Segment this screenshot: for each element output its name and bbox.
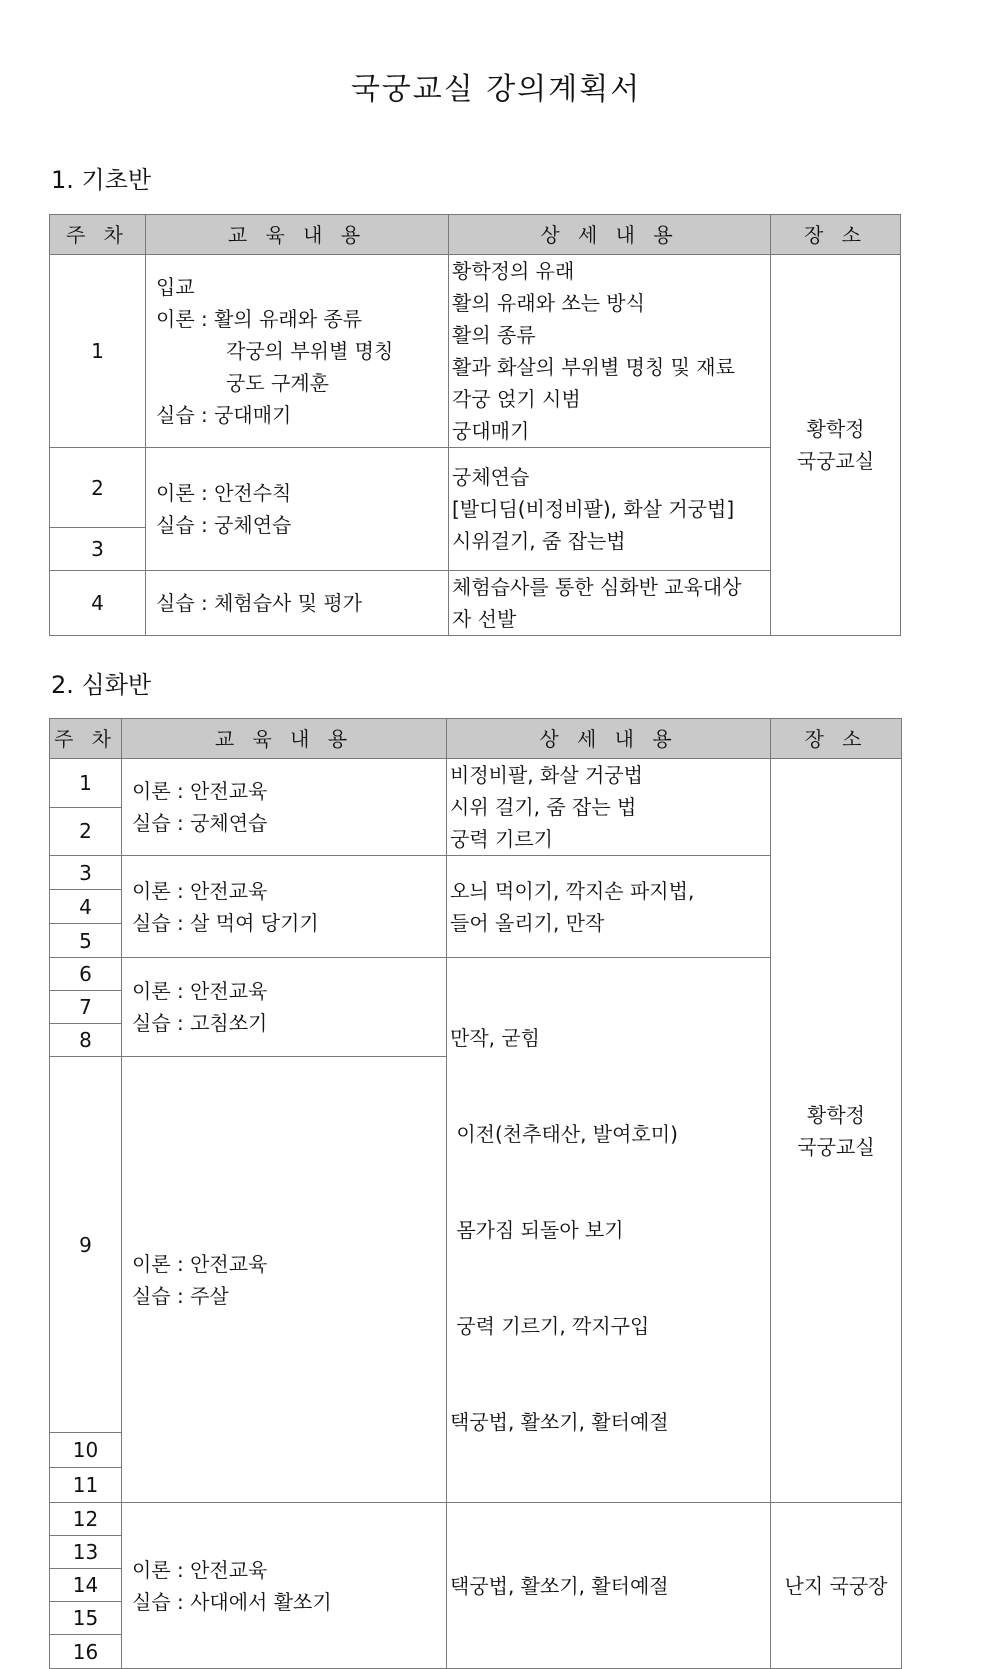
detail-line: 만작, 굳힘 [450,1026,540,1050]
table-row [50,1503,902,1536]
detail-line: [발디딤(비정비팔), 화살 거궁법] [452,497,735,521]
content-line: 이론 : 안전교육 [132,979,268,1003]
content-cell [122,1503,447,1669]
detail-line: 각궁 얹기 시범 [452,387,581,411]
detail-cell [447,856,771,958]
content-cell [122,1057,447,1503]
detail-line: 체험습사를 통한 심화반 교육대상 [452,575,742,599]
content-cell [146,448,449,571]
content-line: 실습 : 궁대매기 [156,403,292,427]
week-cell: 1 [50,255,146,448]
content-line: 궁도 구계훈 [226,371,329,395]
week-cell: 2 [50,448,146,528]
section-heading-advanced: 2. 심화반 [51,671,152,699]
content-cell: 실습 : 체험습사 및 평가 [146,571,449,636]
content-cell [122,958,447,1057]
detail-line: 비정비팔, 화살 거궁법 [450,763,643,787]
week-cell: 7 [50,991,122,1024]
detail-line: 활의 유래와 쏘는 방식 [452,291,645,315]
header-content: 교 육 내 용 [122,719,447,759]
header-week: 주 차 [50,215,146,255]
place-cell [771,255,901,636]
place-line: 국궁교실 [797,1134,875,1159]
week-cell: 8 [50,1024,122,1057]
week-cell: 6 [50,958,122,991]
header-content: 교 육 내 용 [146,215,449,255]
week-cell: 5 [50,924,122,958]
table-row [50,759,902,808]
week-cell: 3 [50,528,146,571]
table-row [50,255,901,448]
header-detail: 상 세 내 용 [447,719,771,759]
advanced-class-table [49,718,902,1669]
content-line: 이론 : 활의 유래와 종류 [156,307,363,331]
week-cell: 1 [50,759,122,808]
content-line: 이론 : 안전교육 [132,878,268,903]
detail-line: 오늬 먹이기, 깍지손 파지법, [450,878,695,903]
content-line: 실습 : 살 먹여 당기기 [132,910,319,935]
header-place: 장 소 [771,719,902,759]
content-cell [122,856,447,958]
detail-cell [449,255,771,448]
week-cell: 15 [50,1602,122,1635]
place-cell: 난지 국궁장 [771,1503,902,1669]
content-line: 실습 : 사대에서 활쏘기 [132,1589,332,1614]
detail-cell [449,571,771,636]
place-line: 국궁교실 [796,449,875,473]
place-cell [771,759,902,1503]
content-line: 실습 : 주살 [132,1283,229,1308]
detail-line: 몸가짐 되돌아 보기 [450,1218,624,1242]
content-line: 이론 : 안전교육 [132,1251,268,1276]
detail-line: 자 선발 [452,607,517,631]
week-cell: 4 [50,890,122,924]
detail-line: 활과 화살의 부위별 명칭 및 재료 [452,355,735,379]
detail-cell [447,759,771,856]
week-cell: 3 [50,856,122,890]
basic-class-table [49,214,901,636]
detail-cell [447,958,771,1503]
week-cell: 4 [50,571,146,636]
content-cell [146,255,449,448]
place-line: 황학정 [807,1102,865,1127]
week-cell: 12 [50,1503,122,1536]
content-line: 입교 [156,275,195,299]
detail-line: 시위 걸기, 줌 잡는 법 [450,795,637,819]
detail-line: 궁대매기 [452,419,530,443]
header-week: 주 차 [50,719,122,759]
detail-cell: 택궁법, 활쏘기, 활터예절 [447,1503,771,1669]
place-line: 황학정 [806,417,865,441]
page-title: 국궁교실 강의계획서 [350,72,642,107]
detail-line: 궁력 기르기 [450,827,553,851]
content-cell [122,759,447,856]
header-place: 장 소 [771,215,901,255]
detail-line: 이전(천추태산, 발여호미) [450,1122,678,1146]
week-cell: 2 [50,807,122,856]
detail-line: 황학정의 유래 [452,259,575,283]
content-line: 실습 : 궁체연습 [132,811,268,835]
content-line: 이론 : 안전교육 [132,1557,268,1582]
detail-line: 들어 올리기, 만작 [450,910,605,935]
week-cell: 16 [50,1635,122,1669]
content-line: 이론 : 안전교육 [132,779,268,803]
content-line: 각궁의 부위별 명칭 [226,339,394,363]
detail-cell [449,448,771,571]
header-detail: 상 세 내 용 [449,215,771,255]
content-line: 이론 : 안전수칙 [156,481,292,505]
section-heading-basic: 1. 기초반 [51,166,152,194]
week-cell: 13 [50,1536,122,1569]
content-line: 실습 : 고침쏘기 [132,1011,268,1035]
week-cell: 10 [50,1433,122,1468]
detail-line: 궁력 기르기, 깍지구입 [450,1314,650,1338]
week-cell: 9 [50,1057,122,1433]
content-line: 실습 : 궁체연습 [156,513,292,537]
detail-line: 시위걸기, 줌 잡는법 [452,529,626,553]
detail-line: 궁체연습 [452,465,530,489]
detail-line: 택궁법, 활쏘기, 활터예절 [450,1410,669,1434]
detail-line: 활의 종류 [452,323,536,347]
week-cell: 11 [50,1468,122,1503]
week-cell: 14 [50,1569,122,1602]
